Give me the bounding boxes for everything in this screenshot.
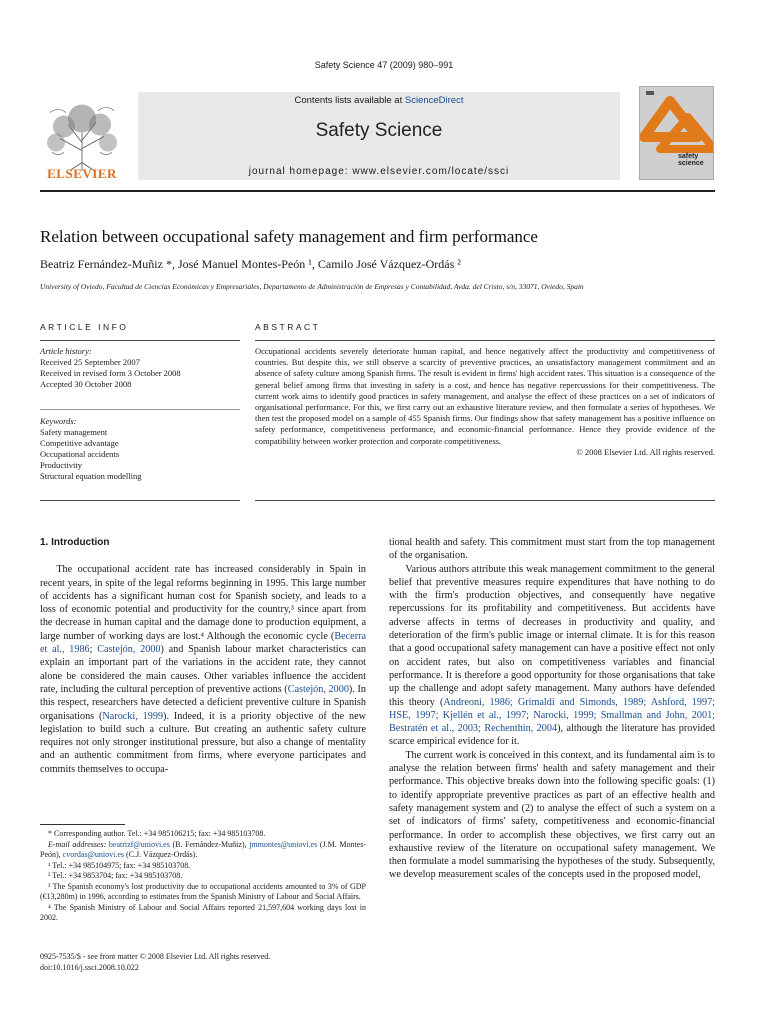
abstract-bottom-rule [255, 500, 715, 501]
author-affiliation: University of Oviedo, Facultad de Ciencias Económicas y Empresariales, Departamento de Administración de Empresas y Contabilidad, Avda. del Cristo, s/n, 33071, Oviedo, Spain [40, 282, 584, 291]
history-accepted: Accepted 30 October 2008 [40, 379, 132, 389]
intro-continuation: tional health and safety. This commitment must start from the top management of the organisation. [389, 537, 715, 562]
journal-reference: Safety Science 47 (2009) 980–991 [314, 60, 454, 70]
intro-paragraph-3: The current work is conceived in this context, and its fundamental aim is to analyse the relation between firms' health and safety management and their performance. This objective breaks down into the following specific goals: (1) to identify appropriate preventive practices as part of an effective health and safety management system and (2) to analyse the effect of such a system on a set of indicators of firms' safety, competitiveness and economic-financial performance. In order to accomplish these objectives, we first carry out an exhaustive review of the literature on occupational safety management. We then formulate a model summarising the hypotheses of the study. Subsequently, we develop measurement scales of the concepts used in the proposed model, [389, 749, 715, 881]
header-divider [40, 190, 715, 192]
body-column-left [40, 536, 366, 776]
citation-link[interactable]: Castejón, 2000 [287, 683, 349, 695]
footnote-3: ³ The Spanish economy's lost productivity due to occupational accidents amounted to 3% of GDP (€13,280m) in 1996, according to estimates from the Spanish Ministry of Labour and Social Affairs. [40, 881, 366, 901]
doi-line[interactable]: doi:10.1016/j.ssci.2008.10.022 [40, 962, 139, 972]
citation-link[interactable]: Castejón, 2000 [97, 644, 161, 656]
article-info-mid-rule [40, 409, 240, 410]
footnote-corresponding: * Corresponding author. Tel.: +34 985106215; fax: +34 985103708. [48, 829, 266, 838]
article-info-heading: ARTICLE INFO [40, 322, 129, 332]
body-column-right [389, 536, 715, 882]
citation-link[interactable]: Becerra et al., 1986 [40, 630, 366, 656]
citation-link[interactable]: Narocki, 1999 [102, 710, 164, 722]
footnote-2: ² Tel.: +34 9853704; fax: +34 985103708. [48, 871, 183, 880]
keyword-item: Structural equation modelling [40, 471, 142, 481]
keyword-item: Occupational accidents [40, 449, 120, 459]
elsevier-wordmark: ELSEVIER [47, 166, 117, 181]
abstract-body [255, 346, 715, 458]
footnote-rule [40, 824, 125, 825]
contents-prefix: Contents lists available at [294, 95, 405, 106]
journal-cover-thumbnail [639, 86, 714, 180]
history-received: Received 25 September 2007 [40, 357, 140, 367]
history-revised: Received in revised form 3 October 2008 [40, 368, 181, 378]
footnotes [40, 829, 366, 924]
journal-title: Safety Science [315, 120, 443, 141]
cover-title: safety science [678, 153, 704, 167]
abstract-top-rule [255, 340, 715, 341]
issn-line: 0925-7535/$ - see front matter © 2008 Elsevier Ltd. All rights reserved. [40, 952, 271, 961]
keywords-list [40, 416, 240, 482]
footnote-1: ¹ Tel.: +34 985104975; fax: +34 985103708. [48, 860, 191, 870]
intro-paragraph-2: Various authors attribute this weak management commitment to the general belief that preventive measures require expenditures that have nothing to do with the firm's production objectives, and consequently have negative repercussions for its profitability and competitiveness. But accidents have adverse affects in terms of decreases in productivity and quality, and deterioration of the firm's public image or internal climate. It is for this reason that a good occupational safety management can have a positive effect not only on accident rates, but also on competitiveness variables and financial performance. It is therefore a good opportunity for those organisations that take up the challenge and adopt safety management. Many authors have defended this theory (Andreoni, 1986; Grimaldi and Simonds, 1989; Ashford, 1997; HSE, 1997; Kjellén et al., 1997; Narocki, 1999; Smallman and John, 2001; Bestratén et al., 2003; Rechenthin, 2004), although the literature has provided scarce empirical evidence for it. [389, 563, 716, 748]
contents-line [138, 95, 620, 106]
email-link[interactable]: cvordas@uniovi.es [62, 850, 125, 859]
keyword-item: Safety management [40, 427, 108, 437]
journal-homepage-link[interactable]: journal homepage: www.elsevier.com/locate/ssci [248, 166, 510, 177]
abstract-copyright: © 2008 Elsevier Ltd. All rights reserved. [576, 446, 715, 457]
article-title: Relation between occupational safety management and firm performance [40, 227, 538, 246]
citation-link[interactable]: Andreoni, 1986; Grimaldi and Simonds, 1989; Ashford, 1997; HSE, 1997; Kjellén et al., 1997; Narocki, 1999; Smallman and John, 2001; Bestratén et al., 2003; Rechenthin, 2004 [389, 696, 716, 735]
email-link[interactable]: beatrizf@uniovi.es [108, 839, 170, 849]
footnote-4: ⁴ The Spanish Ministry of Labour and Social Affairs reported 21,597,604 working days lost in 2002. [40, 902, 366, 922]
keyword-item: Competitive advantage [40, 438, 119, 448]
front-matter [40, 952, 366, 973]
intro-paragraph-1: The occupational accident rate has increased considerably in Spain in recent years, in spite of the legal reforms beginning in 1995. This large number of accidents has a significant human cost for Spanish society, and leads to a loss of economic potential and productivity for the country,³ since apart from the decrease in human capital and the damage done to production equipment, a large number of working days are lost.⁴ Although the economic cycle (Becerra et al., 1986; Castejón, 2000) and Spanish labour market characteristics can explain an important part of the variations in the accident rate, they cannot alone be considered the main causes. Other variables influence the accident rate, including the cultural perception of preventive actions (Castejón, 2000). In this respect, researchers have detected a deficient preventive culture in Spanish organisations (Narocki, 1999). Indeed, it is a priority objective of the new legislation to build such a culture. But creating an authentic safety culture requires not only stronger institutional pressure, but also a change of mentality and an authentic commitment from firms, where everyone participates and commits themselves to occupa- [40, 564, 366, 775]
sciencedirect-link[interactable]: ScienceDirect [404, 95, 464, 106]
abstract-heading: ABSTRACT [255, 322, 321, 332]
keywords-label: Keywords: [40, 416, 77, 426]
email-link[interactable]: jmmontes@uniovi.es [249, 839, 318, 849]
article-info-top-rule [40, 340, 240, 341]
keyword-item: Productivity [40, 460, 83, 470]
article-history [40, 346, 240, 390]
section-heading-introduction: 1. Introduction [40, 537, 110, 548]
footnote-emails: E-mail addresses: beatrizf@uniovi.es (B. Fernández-Muñiz), jmmontes@uniovi.es (J.M. Montes-Peón), cvordas@uniovi.es (C.J. Vázquez-Ordás). [40, 839, 366, 859]
history-label: Article history: [40, 346, 92, 356]
author-list: Beatriz Fernández-Muñiz *, José Manuel Montes-Peón ¹, Camilo José Vázquez-Ordás ² [40, 257, 461, 271]
article-info-bottom-rule [40, 500, 240, 501]
abstract-text: Occupational accidents severely deteriorate human capital, and hence negatively affect the productivity and competitiveness of countries. But despite this, we still observe a scarcity of preventive practices, an unsatisfactory management commitment and an absence of safety culture among Spanish firms. The result is evident in firms' high accident rates. This situation is a consequence of the general belief among firms that investing in safety is a cost, and hence has negative repercussions for their competitiveness. The current work aims to identify good practices in safety management, and analyse the effect of these practices on a set of indicators of organisational performance. For this, we first carry out an exhaustive literature review, and then formulate a series of hypotheses. We then test the proposed model on a sample of 455 Spanish firms. Our findings show that safety management has a positive influence on safety performance, competitiveness performance, and economic-financial performance. Hence they provide evidence of the compatibility between worker protection and corporate competitiveness. [255, 346, 715, 446]
